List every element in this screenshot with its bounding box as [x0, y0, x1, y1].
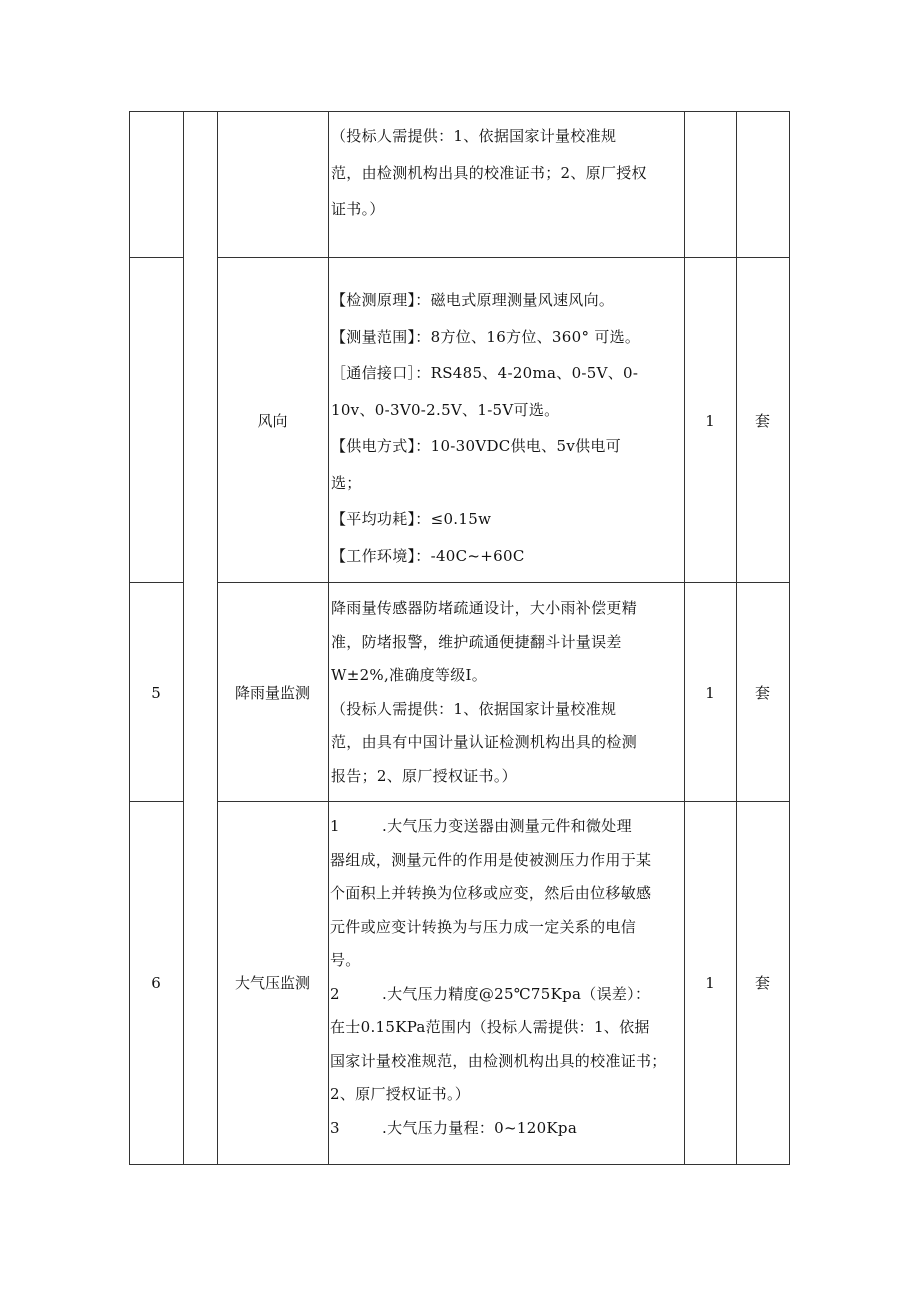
- requirement-line: （投标人需提供：1、依据国家计量校准规: [331, 699, 617, 718]
- quantity: 1: [705, 684, 715, 702]
- requirement-text: 个面积上并转换为位移或应变，然后由位移敏感: [330, 884, 652, 902]
- requirement-line: 范，由具有中国计量认证检测机构出具的检测: [331, 733, 638, 751]
- column-divider: [736, 111, 737, 1165]
- requirements-cell: [331, 118, 683, 228]
- requirements-cell: [331, 282, 683, 574]
- item-name: 风向: [257, 412, 288, 430]
- requirements-cell: [331, 592, 683, 793]
- requirement-line: 降雨量传感器防堵疏通设计，大小雨补偿更精: [331, 599, 638, 617]
- requirement-text: 在士0.15KPa范围内（投标人需提供：1、依据: [330, 1018, 650, 1036]
- requirement-line: ［通信接口］：RS485、4-20ma、0-5V、0-: [331, 364, 639, 382]
- requirement-line: [330, 877, 682, 911]
- requirement-line: 【供电方式】：10-30VDC供电、5v供电可: [331, 437, 621, 455]
- requirement-line: [330, 1011, 682, 1045]
- requirement-line: 【测量范围】：8方位、16方位、360° 可选。: [331, 327, 641, 346]
- list-number: 3: [330, 1118, 340, 1137]
- requirement-line: 证书。）: [331, 200, 385, 218]
- row-divider: [129, 582, 183, 583]
- list-number: 1: [330, 817, 340, 835]
- requirement-line: W±2%,准确度等级I。: [331, 666, 488, 684]
- row-divider: [217, 257, 789, 258]
- requirement-line: [330, 1045, 682, 1079]
- requirement-text: 国家计量校准规范，由检测机构出具的校准证书；: [330, 1051, 667, 1070]
- requirement-line: [330, 1112, 682, 1146]
- requirement-line: [330, 844, 682, 878]
- unit: 套: [754, 684, 770, 702]
- requirement-line: [330, 978, 682, 1012]
- requirement-text: 器组成，测量元件的作用是使被测压力作用于某: [330, 850, 652, 869]
- requirement-line: [330, 944, 682, 978]
- column-divider: [217, 111, 218, 1165]
- quantity: 1: [705, 974, 715, 992]
- requirement-text: 号。: [330, 951, 361, 969]
- item-index: 5: [151, 684, 161, 702]
- requirement-text: .大气压力变送器由测量元件和微处理: [382, 817, 632, 835]
- requirement-text: .大气压力量程：0~120Kpa: [382, 1118, 578, 1137]
- item-name: 大气压监测: [234, 974, 310, 992]
- requirement-line: （投标人需提供：1、依据国家计量校准规: [331, 127, 617, 145]
- unit: 套: [754, 974, 770, 992]
- column-divider: [183, 111, 184, 1165]
- requirement-line: 【平均功耗】：≤0.15w: [331, 510, 492, 528]
- table-border-left: [129, 111, 130, 1165]
- requirement-line: 范，由检测机构出具的校准证书；2、原厂授权: [331, 163, 647, 182]
- quantity: 1: [705, 412, 715, 430]
- requirement-line: 【检测原理】：磁电式原理测量风速风向。: [331, 291, 615, 309]
- row-divider: [217, 801, 789, 802]
- requirement-text: 2、原厂授权证书。）: [330, 1085, 471, 1103]
- requirement-line: [330, 911, 682, 945]
- column-divider: [684, 111, 685, 1165]
- requirement-line: 【工作环境】：-40C~+60C: [331, 546, 525, 565]
- table-border-right: [789, 111, 790, 1165]
- row-divider: [129, 257, 183, 258]
- table-border-bottom: [129, 1164, 789, 1165]
- requirement-line: [330, 810, 682, 844]
- requirement-line: 选；: [331, 473, 362, 492]
- list-number: 2: [330, 984, 340, 1003]
- requirement-line: 准，防堵报警，维护疏通便捷翻斗计量误差: [331, 632, 622, 651]
- item-name: 降雨量监测: [234, 684, 310, 702]
- unit: 套: [754, 412, 770, 430]
- column-divider: [328, 111, 329, 1165]
- requirement-text: .大气压力精度@25℃75Kpa（误差）：: [382, 984, 651, 1003]
- item-index: 6: [151, 974, 161, 992]
- requirements-cell: [330, 810, 682, 1145]
- row-divider: [217, 582, 789, 583]
- row-divider: [129, 801, 183, 802]
- table-border-top: [129, 111, 789, 112]
- requirement-line: 报告；2、原厂授权证书。）: [331, 766, 517, 785]
- requirement-text: 元件或应变计转换为与压力成一定关系的电信: [330, 917, 637, 936]
- requirement-line: 10v、0-3V0-2.5V、1-5V可选。: [331, 400, 560, 419]
- requirement-line: [330, 1078, 682, 1112]
